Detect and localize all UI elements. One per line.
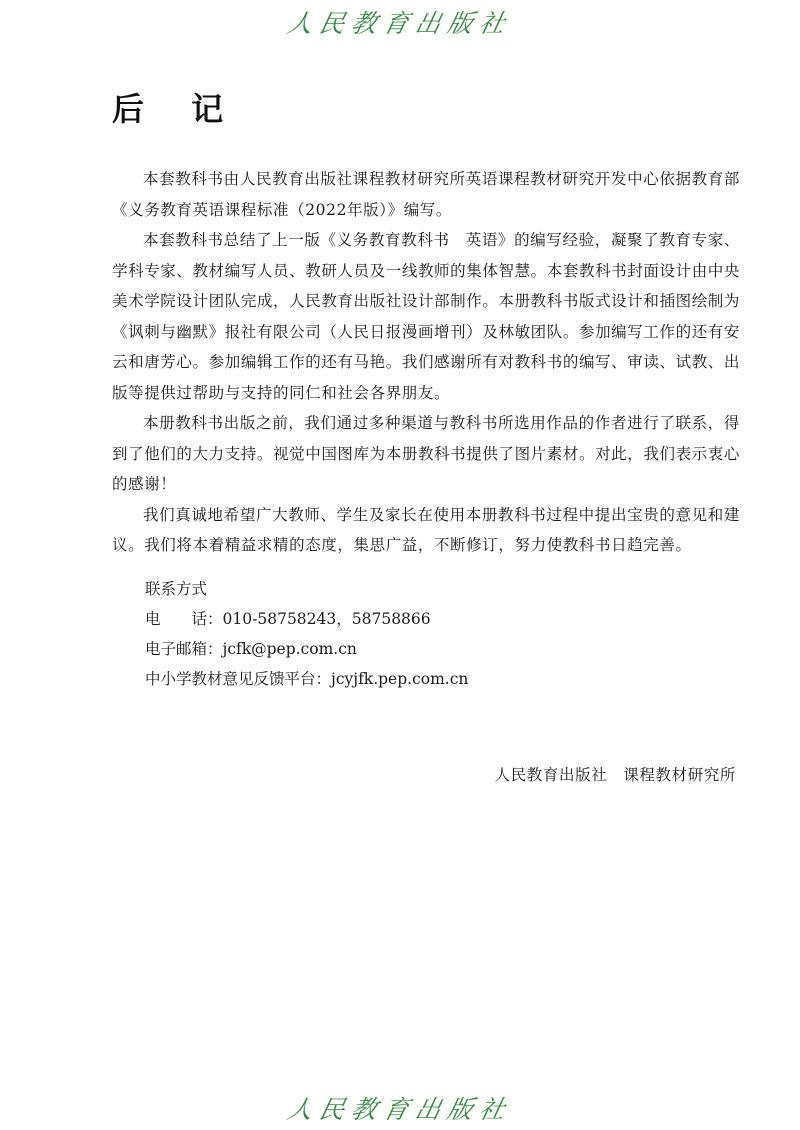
feedback-value: jcyjfk.pep.com.cn: [331, 670, 469, 688]
publisher-logo-text: 人民教育出版社: [284, 1095, 515, 1124]
contact-info: [145, 574, 468, 694]
feedback-label: 中小学教材意见反馈平台：: [145, 670, 332, 688]
email-label: 电子邮箱：: [145, 640, 223, 658]
phone-label-b: 话：: [191, 610, 223, 628]
afterword-body: [112, 164, 740, 561]
phone-value: 010-58758243，58758866: [222, 610, 431, 628]
phone-label: [145, 610, 223, 628]
paragraph-1: 本套教科书由人民教育出版社课程教材研究所英语课程教材研究开发中心依据教育部《义务教育英语课程标准（2022年版）》编写。: [112, 170, 740, 219]
footer-publisher-logo: [0, 1088, 800, 1128]
email-value: jcfk@pep.com.cn: [222, 640, 357, 658]
page-title: 后 记: [112, 90, 242, 128]
paragraph-4: 我们真诚地希望广大教师、学生及家长在使用本册教科书过程中提出宝贵的意见和建议。我们将本着精益求精的态度，集思广益，不断修订，努力使教科书日趋完善。: [112, 505, 740, 554]
paragraph-2: 本套教科书总结了上一版《义务教育教科书 英语》的编写经验，凝聚了教育专家、学科专家、教材编写人员、教研人员及一线教师的集体智慧。本套教科书封面设计由中央美术学院设计团队完成，人民教育出版社设计部制作。本册教科书版式设计和插图绘制为《讽刺与幽默》报社有限公司（人民日报漫画增刊）及林敏团队。参加编写工作的还有安云和唐芳心。参加编辑工作的还有马艳。我们感谢所有对教科书的编写、审读、试教、出版等提供过帮助与支持的同仁和社会各界朋友。: [112, 231, 740, 402]
signature-publisher: 人民教育出版社: [494, 766, 608, 784]
paragraph-3: 本册教科书出版之前，我们通过多种渠道与教科书所选用作品的作者进行了联系，得到了他们的大力支持。视觉中国图库为本册教科书提供了图片素材。对此，我们表示衷心的感谢！: [112, 414, 740, 493]
contact-email-row: [145, 634, 468, 664]
contact-heading: 联系方式: [145, 580, 208, 598]
publisher-logo-text: 人民教育出版社: [284, 9, 515, 38]
signature: [495, 763, 736, 785]
contact-phone-row: [145, 604, 468, 634]
contact-feedback-row: [145, 664, 468, 694]
phone-label-a: 电: [145, 610, 161, 628]
signature-institute: 课程教材研究所: [623, 766, 736, 784]
header-publisher-logo: [0, 2, 800, 42]
